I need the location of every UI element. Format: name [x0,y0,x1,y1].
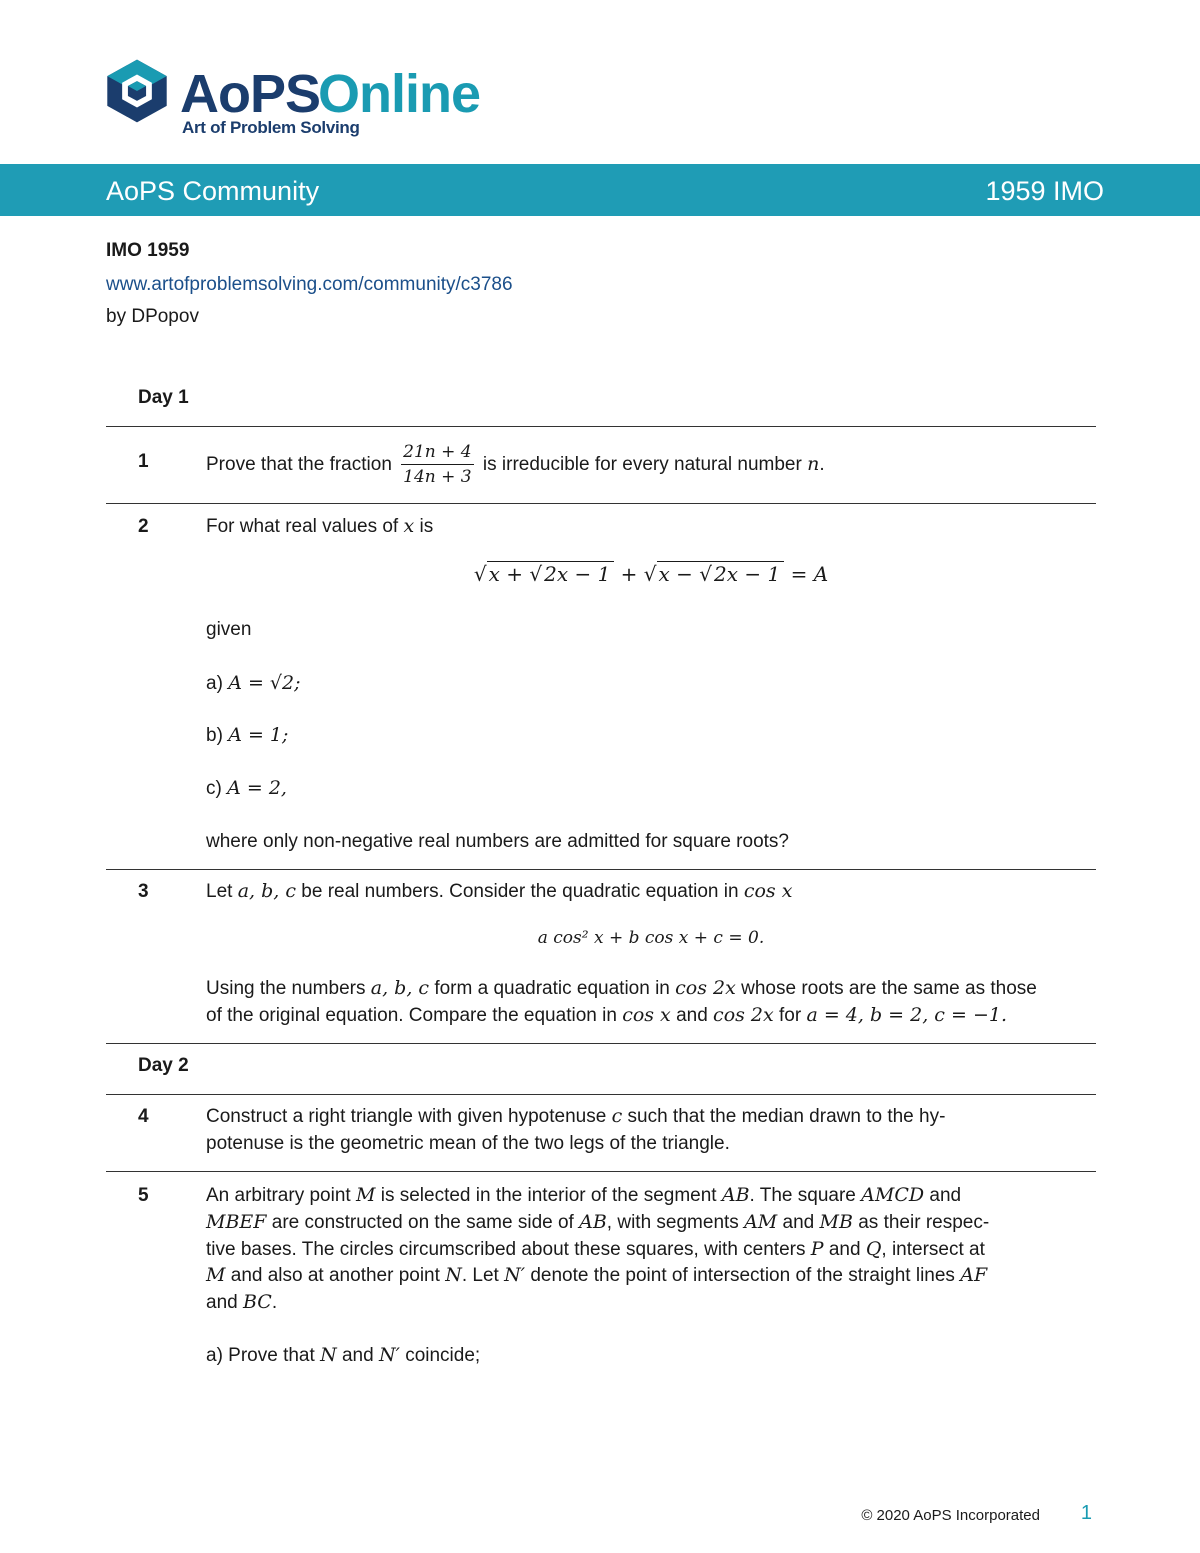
math: N [445,1264,462,1286]
math: AF [960,1264,988,1286]
text: and [341,1345,374,1366]
banner-contest-label: 1959 IMO [985,176,1104,206]
logo-brand-aops: AoPS [180,64,321,124]
text: and [828,1239,861,1260]
text: Let [206,881,233,902]
text: An arbitrary point [206,1185,351,1206]
problem-number: 3 [138,881,149,902]
sqrt-icon: √ [473,562,487,586]
math: cos x [743,880,793,902]
problem-2-equation [206,562,1096,586]
math-var: c [611,1105,623,1127]
text: c) [206,778,222,799]
document-title: IMO 1959 [106,240,190,261]
math: cos 2x [675,977,736,999]
text: be real numbers. Consider the quadratic equation in [301,881,739,902]
banner-community-link[interactable]: AoPS Community [106,176,320,206]
day-header: Day 1 [138,387,189,408]
math: M [206,1264,226,1286]
math: M [355,1184,376,1206]
text: is selected in the interior of the segment [380,1185,717,1206]
divider [106,426,1096,427]
text: b) [206,725,223,746]
math: 2x − 1 [714,562,781,586]
math: a = 4, b = 2, c = −1. [806,1004,1007,1026]
divider [106,1094,1096,1095]
math: 2x − 1 [544,562,611,586]
text: For what real values of [206,516,399,537]
divider [106,1043,1096,1044]
fraction [401,440,473,489]
fraction-denominator: 14n + 3 [403,467,472,488]
problem-2-last: where only non-negative real numbers are admitted for square roots? [206,831,789,852]
problem-5-line-4 [206,1262,1096,1289]
text: and also at another point [230,1265,440,1286]
text: of the original equation. Compare the equation in [206,1005,617,1026]
problem-2-case-c [206,775,1096,802]
sqrt-icon: √ [643,562,657,586]
text: . Let [461,1265,499,1286]
math: A = 1; [228,724,289,746]
fraction-numerator: 21n + 4 [401,440,473,465]
math: Q [865,1238,882,1260]
aops-logo-icon [104,55,170,127]
day-header: Day 2 [138,1055,189,1076]
math: AMCD [861,1184,925,1206]
divider [106,869,1096,870]
math: AB [579,1211,607,1233]
text: Prove that the fraction [206,454,392,475]
text: as their respec- [858,1212,990,1233]
math: N′ [378,1344,400,1366]
math: a, b, c [370,977,430,999]
problem-3-equation: a cos² x + b cos x + c = 0. [537,928,765,948]
author-line: by DPopov [106,306,199,327]
text: a) [206,673,223,694]
text: a) Prove that [206,1345,315,1366]
logo-subtitle: Art of Problem Solving [182,118,360,137]
text: . The square [749,1185,856,1206]
math: cos 2x [713,1004,774,1026]
text: , with segments [606,1212,739,1233]
problem-5-part-a [206,1342,1096,1369]
math: A = 2, [227,777,287,799]
text: . [271,1292,278,1313]
problem-5-line-5 [206,1289,1096,1316]
text: and [676,1005,708,1026]
math: AM [744,1211,778,1233]
math: N [320,1344,337,1366]
problem-number: 2 [138,516,149,537]
copyright-footer: © 2020 AoPS Incorporated [861,1507,1040,1524]
problem-5-line-2 [206,1209,1096,1236]
math: x − [658,562,700,586]
text: Using the numbers [206,978,366,999]
math: = A [784,562,829,586]
math: MB [819,1211,853,1233]
sqrt-icon: √ [699,562,713,586]
problem-2-case-a [206,670,1096,697]
text: coincide; [405,1345,481,1366]
text: is [419,516,434,537]
page-number: 1 [1080,1502,1092,1524]
math: P [810,1238,824,1260]
logo-brand-online: Online [318,64,481,124]
problem-5-line-3 [206,1236,1096,1263]
text: , intersect at [881,1239,985,1260]
sqrt-icon: √ [529,562,543,586]
problem-1-text [206,436,1096,493]
math-var: n [807,453,820,475]
text: tive bases. The circles circumscribed about these squares, with centers [206,1239,806,1260]
problem-number: 5 [138,1185,149,1206]
problem-2-case-b [206,722,1096,749]
math: N′ [504,1264,526,1286]
math: a, b, c [237,880,296,902]
text: Construct a right triangle with given hypotenuse [206,1106,607,1127]
problem-2-given: given [206,619,252,640]
problem-4-line-1 [206,1103,1096,1130]
problem-4-line-2: potenuse is the geometric mean of the two legs of the triangle. [206,1133,730,1154]
text: for [779,1005,802,1026]
math: MBEF [206,1211,267,1233]
divider [106,1171,1096,1172]
text: is irreducible for every natural number [482,454,802,475]
text: and [782,1212,815,1233]
problem-number: 4 [138,1106,149,1127]
math: + [614,562,644,586]
text: and [206,1292,238,1313]
problem-3-line-3 [206,975,1096,1002]
math: BC [242,1291,272,1313]
problem-5-line-1 [206,1182,1096,1209]
text: whose roots are the same as those [741,978,1037,999]
math: A = √2; [228,672,301,694]
problem-2-intro [206,513,1096,540]
problem-3-line-1 [206,878,1096,905]
math-var: x [403,515,415,537]
problem-number: 1 [138,451,149,472]
problem-3-line-4 [206,1002,1096,1029]
text: such that the median drawn to the hy- [627,1106,946,1127]
math: AB [721,1184,750,1206]
math: cos x [622,1004,671,1026]
text: are constructed on the same side of [271,1212,574,1233]
math: x + [488,562,530,586]
text: denote the point of intersection of the straight lines [530,1265,955,1286]
community-url-link[interactable]: www.artofproblemsolving.com/community/c3786 [106,274,513,295]
divider [106,503,1096,504]
text: and [929,1185,962,1206]
text: form a quadratic equation in [434,978,670,999]
text: . [819,454,825,475]
